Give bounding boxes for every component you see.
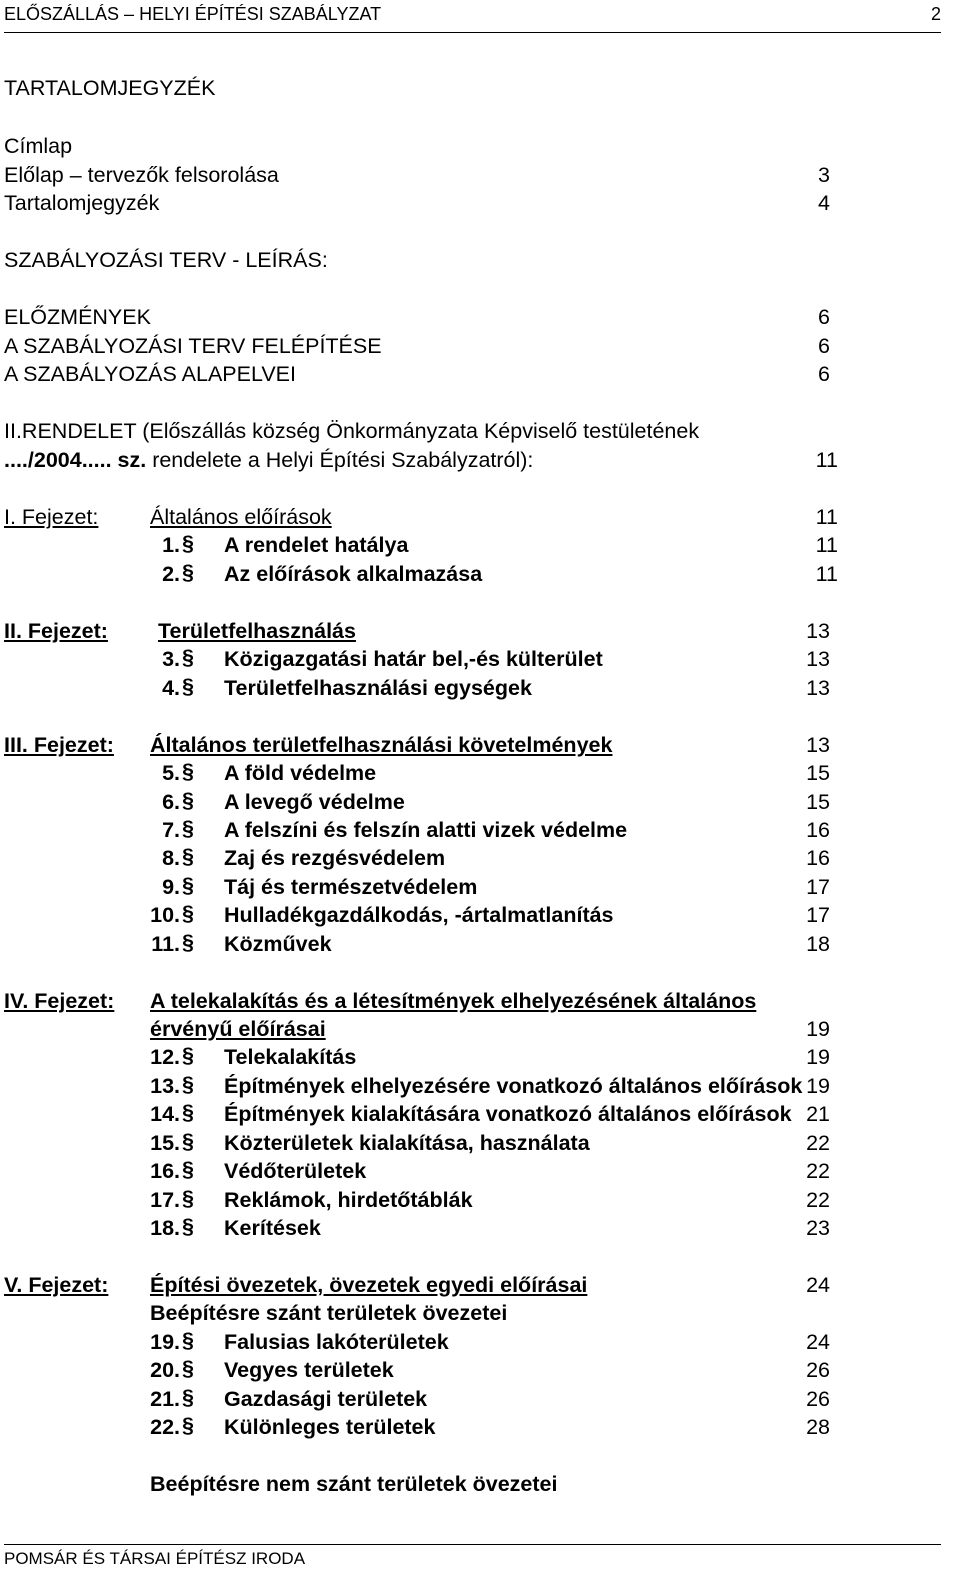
toc-page: 15	[806, 790, 830, 814]
toc-page: 13	[806, 733, 830, 757]
toc-page: 6	[818, 334, 830, 358]
section-sign-icon: §	[182, 645, 194, 669]
section-sign-icon: §	[182, 816, 194, 840]
item-label: Közigazgatási határ bel,-és külterület	[224, 647, 603, 671]
section-sign-icon: §	[182, 1100, 194, 1124]
chapter-subheading: Beépítésre szánt területek övezetei	[150, 1301, 508, 1325]
item-number: 22.	[150, 1415, 180, 1439]
section-sign-icon: §	[182, 844, 194, 868]
item-number: 21.	[150, 1387, 180, 1411]
item-number: 10.	[150, 903, 180, 927]
item-label: Zaj és rezgésvédelem	[224, 846, 446, 870]
item-label: A levegő védelme	[224, 790, 405, 814]
toc-entry: Előlap – tervezők felsorolása	[4, 163, 279, 187]
toc-page: 16	[806, 818, 830, 842]
chapter-title: Általános területfelhasználási követelmények	[150, 733, 613, 757]
toc-entry: A SZABÁLYOZÁS ALAPELVEI	[4, 362, 296, 386]
item-label: Területfelhasználási egységek	[224, 676, 532, 700]
toc-page: 19	[806, 1017, 830, 1041]
header-divider	[4, 32, 941, 33]
rendelet-title: rendelete a Helyi Építési Szabályzatról):	[146, 448, 534, 472]
rendelet-number: ..../2004..... sz.	[4, 448, 147, 472]
item-number: 7.	[162, 818, 180, 842]
toc-page: 18	[806, 932, 830, 956]
toc-page: 15	[806, 761, 830, 785]
item-number: 20.	[150, 1358, 180, 1382]
toc-page: 24	[806, 1273, 830, 1297]
item-label: Reklámok, hirdetőtáblák	[224, 1188, 473, 1212]
toc-page: 11	[815, 562, 838, 586]
toc-page: 24	[806, 1330, 830, 1354]
item-label: A föld védelme	[224, 761, 377, 785]
section-sign-icon: §	[182, 901, 194, 925]
footer-divider	[4, 1544, 941, 1545]
item-label: Kerítések	[224, 1216, 321, 1240]
toc-page: 26	[806, 1387, 830, 1411]
item-label: Építmények kialakítására vonatkozó általános előírások	[224, 1102, 792, 1126]
rendelet-line2	[4, 448, 533, 472]
toc-page: 16	[806, 846, 830, 870]
toc-page: 22	[806, 1188, 830, 1212]
toc-page: 17	[806, 875, 830, 899]
chapter-title: Általános előírások	[150, 505, 332, 529]
toc-entry: ELŐZMÉNYEK	[4, 305, 151, 329]
item-label: Az előírások alkalmazása	[224, 562, 483, 586]
section-sign-icon: §	[182, 1328, 194, 1352]
toc-page: 11	[815, 533, 838, 557]
item-label: Gazdasági területek	[224, 1387, 428, 1411]
chapter-title-continued: érvényű előírásai	[150, 1017, 326, 1041]
toc-entry: A SZABÁLYOZÁSI TERV FELÉPÍTÉSE	[4, 334, 382, 358]
toc-page: 22	[806, 1131, 830, 1155]
toc-page: 22	[806, 1159, 830, 1183]
toc-page: 17	[806, 903, 830, 927]
section-sign-icon: §	[182, 1072, 194, 1096]
chapter-label: I. Fejezet:	[4, 505, 99, 529]
toc-entry: Tartalomjegyzék	[4, 191, 160, 215]
item-label: Védőterületek	[224, 1159, 367, 1183]
chapter-title: Területfelhasználás	[158, 619, 356, 643]
item-label: Különleges területek	[224, 1415, 436, 1439]
section-sign-icon: §	[182, 1356, 194, 1380]
section-sign-icon: §	[182, 1413, 194, 1437]
chapter-label: II. Fejezet:	[4, 619, 108, 643]
section-sign-icon: §	[182, 930, 194, 954]
item-label: Telekalakítás	[224, 1045, 357, 1069]
toc-page: 21	[806, 1102, 830, 1126]
item-number: 13.	[150, 1074, 180, 1098]
item-number: 11.	[151, 932, 180, 956]
item-number: 15.	[150, 1131, 180, 1155]
item-number: 6.	[162, 790, 180, 814]
item-number: 19.	[150, 1330, 180, 1354]
toc-page: 19	[806, 1045, 830, 1069]
item-label: A rendelet hatálya	[224, 533, 409, 557]
toc-page: 11	[815, 448, 838, 472]
section-sign-icon: §	[182, 1157, 194, 1181]
item-number: 9.	[162, 875, 180, 899]
section-heading: SZABÁLYOZÁSI TERV - LEÍRÁS:	[4, 248, 328, 272]
chapter-label: IV. Fejezet:	[4, 989, 115, 1013]
section-sign-icon: §	[182, 788, 194, 812]
section-sign-icon: §	[182, 1129, 194, 1153]
header-title: ELŐSZÁLLÁS – HELYI ÉPÍTÉSI SZABÁLYZAT	[4, 4, 382, 24]
item-label: Vegyes területek	[224, 1358, 394, 1382]
toc-page: 13	[806, 676, 830, 700]
item-number: 2.	[162, 562, 180, 586]
item-number: 4.	[162, 676, 180, 700]
item-label: Hulladékgazdálkodás, -ártalmatlanítás	[224, 903, 614, 927]
item-label: Közterületek kialakítása, használata	[224, 1131, 590, 1155]
section-sign-icon: §	[182, 759, 194, 783]
section-sign-icon: §	[182, 560, 194, 584]
section-sign-icon: §	[182, 531, 194, 555]
item-number: 16.	[150, 1159, 180, 1183]
item-number: 3.	[162, 647, 180, 671]
chapter-title: Építési övezetek, övezetek egyedi előírásai	[150, 1273, 588, 1297]
toc-entry: Címlap	[4, 134, 73, 158]
item-number: 5.	[162, 761, 180, 785]
section-sign-icon: §	[182, 873, 194, 897]
chapter-label: V. Fejezet:	[4, 1273, 109, 1297]
toc-page: 11	[815, 505, 838, 529]
item-number: 1.	[162, 533, 180, 557]
header-page-number: 2	[930, 4, 941, 24]
item-number: 14.	[150, 1102, 180, 1126]
item-label: A felszíni és felszín alatti vizek védelme	[224, 818, 628, 842]
toc-page: 26	[806, 1358, 830, 1382]
item-label: Táj és természetvédelem	[224, 875, 478, 899]
toc-page: 4	[818, 191, 830, 215]
toc-page: 28	[806, 1415, 830, 1439]
chapter-title: A telekalakítás és a létesítmények elhelyezésének általános	[150, 989, 757, 1013]
section-sign-icon: §	[182, 1214, 194, 1238]
chapter-label: III. Fejezet:	[4, 733, 114, 757]
item-number: 17.	[150, 1188, 180, 1212]
item-number: 8.	[162, 846, 180, 870]
toc-page: 6	[818, 305, 830, 329]
rendelet-line1: II.RENDELET (Előszállás község Önkormányzata Képviselő testületének	[4, 419, 700, 443]
toc-page: 6	[818, 362, 830, 386]
item-label: Falusias lakóterületek	[224, 1330, 449, 1354]
section-sign-icon: §	[182, 1186, 194, 1210]
section-sign-icon: §	[182, 1385, 194, 1409]
toc-page: 19	[806, 1074, 830, 1098]
item-label: Közművek	[224, 932, 332, 956]
toc-page: 13	[806, 619, 830, 643]
section-sign-icon: §	[182, 674, 194, 698]
toc-page: 23	[806, 1216, 830, 1240]
toc-page: 3	[818, 163, 830, 187]
item-number: 12.	[150, 1045, 180, 1069]
toc-title: TARTALOMJEGYZÉK	[4, 76, 216, 100]
toc-page: 13	[806, 647, 830, 671]
item-label: Építmények elhelyezésére vonatkozó általános előírások	[224, 1074, 803, 1098]
item-number: 18.	[150, 1216, 180, 1240]
page-footer: POMSÁR ÉS TÁRSAI ÉPÍTÉSZ IRODA	[4, 1549, 306, 1568]
final-subheading: Beépítésre nem szánt területek övezetei	[150, 1472, 558, 1496]
section-sign-icon: §	[182, 1043, 194, 1067]
